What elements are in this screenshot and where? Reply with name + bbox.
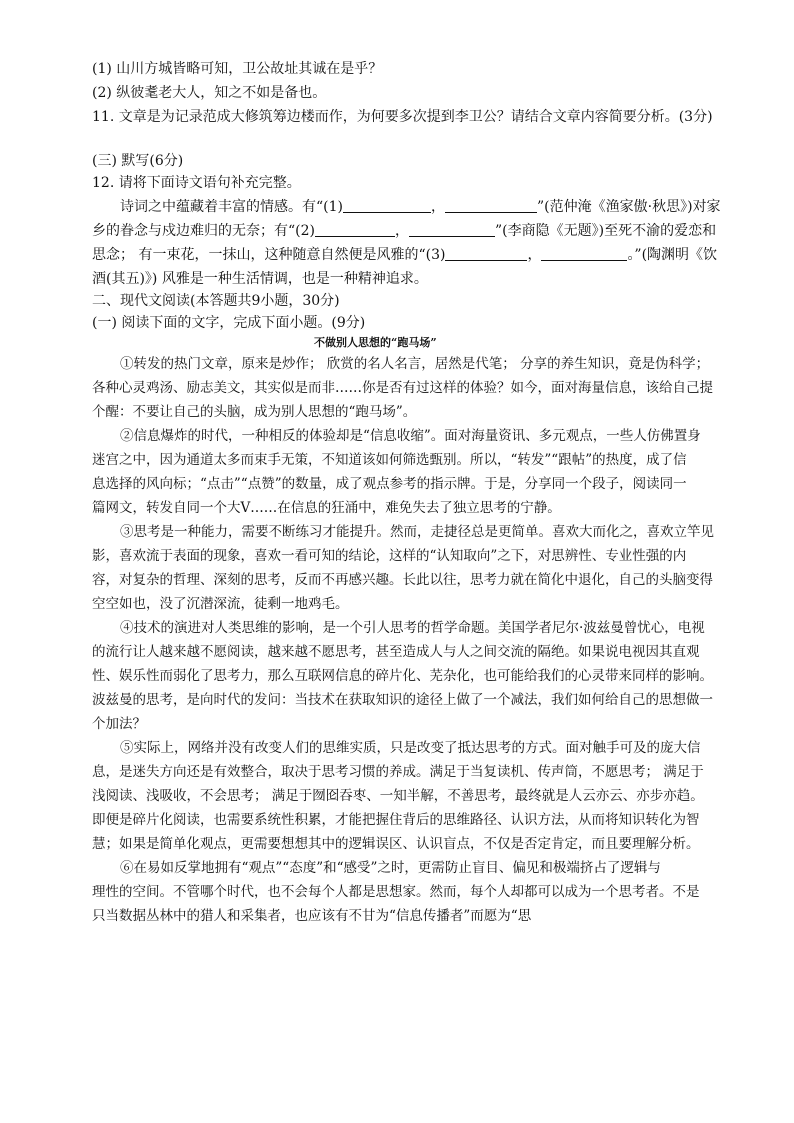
para-3-line-2: 影，喜欢流于表面的现象，喜欢一看可知的结论，这样的“认知取向”之下，对思辨性、专业性强的内: [92, 548, 687, 564]
para-5-line-5: 慧；如果是简单化观点，更需要想想其中的逻辑误区、认识盲点，不仅是否定肯定，而且要理解分析。: [92, 836, 700, 852]
para-5-line-4: 即便是碎片化阅读，也需要系统性积累，才能把握住背后的思维路径、认识方法，从而将知识转化为智: [92, 812, 700, 828]
para-1-line-1: ①转发的热门文章，原来是炒作； 欣赏的名人名言，居然是代笔； 分享的养生知识，竟是伪科学；: [120, 356, 710, 372]
para-5-line-1: ⑤实际上，网络并没有改变人们的思维实质，只是改变了抵达思考的方式。面对触手可及的庞大信: [120, 740, 701, 756]
part-2-title: 二、现代文阅读(本答题共9小题，30分): [92, 293, 340, 309]
para-1-line-2: 各种心灵鸡汤、励志美文，其实似是而非……你是否有过这样的体验？如今，面对海量信息，该给自己提: [92, 380, 713, 396]
para-4-line-1: ④技术的演进对人类思维的影响，是一个引人思考的哲学命题。美国学者尼尔·波兹曼曾忧心，电视: [120, 620, 705, 636]
para-2-line-1: ②信息爆炸的时代，一种相反的体验却是“信息收缩”。面对海量资讯、多元观点，一些人仿佛置身: [120, 428, 701, 444]
answer-blank-2a[interactable]: [315, 222, 395, 237]
answer-blank-2b[interactable]: [409, 222, 495, 237]
q12-line-2-text-c: ”(李商隐《无题》)至死不渝的爱恋和: [495, 223, 717, 239]
para-1-line-3: 个醒：不要让自己的头脑，成为别人思想的“跑马场”。: [92, 404, 417, 420]
para-6-line-2: 理性的空间。不管哪个时代，也不会每个人都是思想家。然而，每个人却都可以成为一个思考者。不是: [92, 884, 700, 900]
q12-line-1: [120, 196, 721, 216]
para-3-line-1: ③思考是一种能力，需要不断练习才能提升。然而，走捷径总是更简单。喜欢大而化之，喜欢立竿见: [120, 524, 714, 540]
para-3-line-4: 空空如也，没了沉潜深流，徒剩一地鸡毛。: [92, 596, 349, 612]
answer-blank-3a[interactable]: [445, 246, 527, 261]
para-6-line-3: 只当数据丛林中的猎人和采集者，也应该有不甘为“信息传播者”而愿为“思: [92, 908, 532, 924]
q12-line-4: 酒(其五)》) 风雅是一种生活情调，也是一种精神追求。: [92, 271, 428, 287]
part-2-sub-1: (一) 阅读下面的文字，完成下面小题。(9分): [92, 315, 366, 331]
question-12: 12. 请将下面诗文语句补充完整。: [92, 175, 301, 191]
para-2-line-4: 篇网文，转发自同一个大V……在信息的狂涌中，难免失去了独立思考的宁静。: [92, 500, 561, 516]
para-5-line-2: 息，是迷失方向还是有效整合，取决于思考习惯的养成。满足于当复读机、传声筒，不愿思考； 满足于: [92, 764, 704, 780]
para-4-line-5: 个加法？: [92, 716, 146, 732]
question-sub-1: (1) 山川方城皆略可知，卫公故址其诚在是乎？: [92, 61, 383, 77]
q12-line-2-text-a: 乡的眷念与戍边难归的无奈；有“(2): [92, 223, 315, 239]
answer-blank-3b[interactable]: [541, 246, 627, 261]
answer-blank-1b[interactable]: [445, 198, 537, 213]
para-4-line-3: 性、娱乐性而弱化了思考力，那么互联网信息的碎片化、芜杂化，也可能给我们的心灵带来同样的影响。: [92, 668, 713, 684]
q12-line-2: [92, 220, 716, 240]
para-4-line-4: 波兹曼的思考，是向时代的发问：当技术在获取知识的途径上做了一个减法，我们如何给自己的思想做一: [92, 692, 713, 708]
para-2-line-3: 息选择的风向标；“点击”“点赞”的数量，成了观点参考的指示牌。于是，分享同一个段子，阅读同一: [92, 476, 687, 492]
q12-line-3-comma: ，: [527, 247, 542, 263]
q12-line-3-text-c: 。”(陶渊明《饮: [627, 247, 718, 263]
q12-line-3: [92, 244, 717, 264]
q12-line-1-text-a: 诗词之中蕴藏着丰富的情感。有“(1): [120, 199, 343, 215]
section-3-title: (三) 默写(6分): [92, 153, 184, 169]
para-3-line-3: 容，对复杂的哲理、深刻的思考，反而不再感兴趣。长此以往，思考力就在简化中退化，自己的头脑变得: [92, 572, 713, 588]
para-5-line-3: 浅阅读、浅吸收，不会思考； 满足于囫囵吞枣、一知半解，不善思考，最终就是人云亦云、亦步亦趋。: [92, 788, 704, 804]
question-sub-2: (2) 纵彼耄老大人，知之不如是备也。: [92, 85, 327, 101]
q12-line-1-text-c: ”(范仲淹《渔家傲·秋思》)对家: [537, 199, 721, 215]
para-4-line-2: 的流行让人越来越不愿阅读，越来越不愿思考，甚至造成人与人之间交流的隔绝。如果说电视因其直观: [92, 644, 700, 660]
q12-line-2-comma: ，: [395, 223, 409, 239]
answer-blank-1a[interactable]: [343, 198, 431, 213]
para-2-line-2: 迷宫之中，因为通道太多而束手无策，不知道该如何筛选甄别。所以，“转发”“跟帖”的热度，成了信: [92, 452, 687, 468]
q12-line-3-text-a: 思念； 有一束花，一抹山，这种随意自然便是风雅的“(3): [92, 247, 446, 263]
article-title: 不做别人思想的“跑马场”: [314, 336, 437, 349]
question-11: 11. 文章是为记录范成大修筑筹边楼而作，为何要多次提到李卫公？请结合文章内容简要分析。(3分): [92, 109, 713, 125]
para-6-line-1: ⑥在易如反掌地拥有“观点”“态度”和“感受”之时，更需防止盲目、偏见和极端挤占了逻辑与: [120, 860, 661, 876]
q12-line-1-comma: ，: [431, 199, 445, 215]
